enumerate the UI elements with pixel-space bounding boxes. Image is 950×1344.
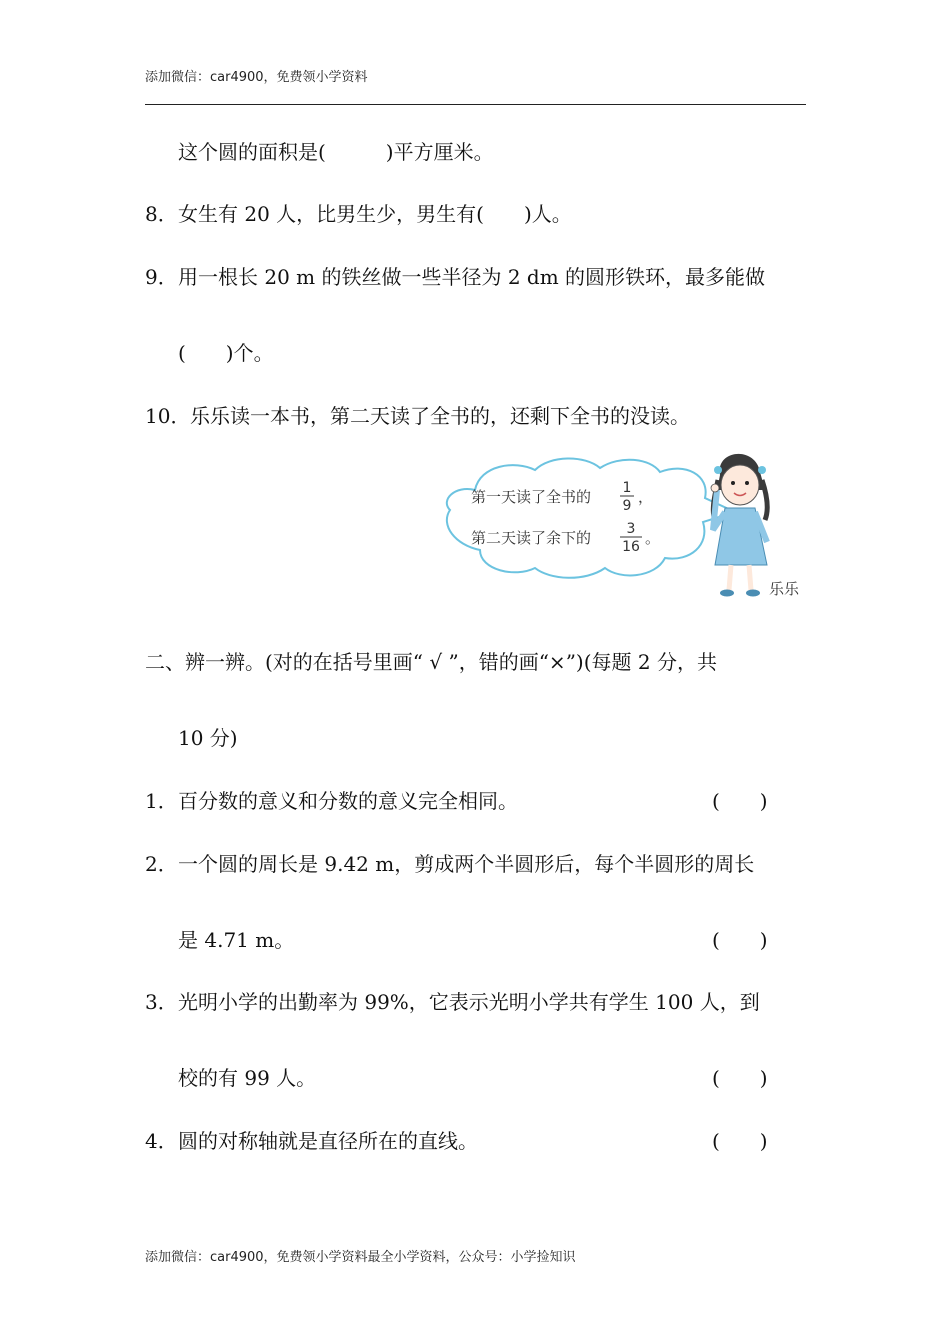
- page-footer: 添加微信：car4900，免费领小学资料最全小学资料，公众号：小学捡知识: [145, 1250, 576, 1265]
- item3-text: 光明小学的出勤率为 99%，它表示光明小学共有学生 100 人，到: [178, 990, 760, 1014]
- item4-answer-blank[interactable]: ( ): [712, 1129, 768, 1153]
- bubble-frac2-num: 3: [626, 521, 636, 537]
- item2-continuation: 是 4.71 m。: [178, 928, 295, 952]
- item4-number: 4．: [145, 1129, 178, 1153]
- item1-number: 1．: [145, 789, 178, 813]
- q10-text: 乐乐读一本书，第二天读了全书的，还剩下全书的没读。: [190, 404, 690, 428]
- bubble-frac1-den: 9: [622, 498, 632, 514]
- bubble-line2: 第二天读了余下的: [471, 529, 592, 547]
- page-header: 添加微信：car4900，免费领小学资料: [145, 70, 368, 85]
- item1-answer-blank[interactable]: ( ): [712, 789, 768, 813]
- bubble-line1-tail: ，: [638, 488, 654, 506]
- q7-continuation: 这个圆的面积是( )平方厘米。: [178, 140, 494, 164]
- speech-bubble: [447, 458, 735, 577]
- item3-number: 3．: [145, 990, 178, 1014]
- q9-continuation: ( )个。: [178, 341, 274, 365]
- item3-continuation: 校的有 99 人。: [178, 1066, 317, 1090]
- section2-title: 二、辨一辨。(对的在括号里画“ √ ”，错的画“×”)(每题 2 分，共: [145, 650, 717, 674]
- q9-number: 9．: [145, 265, 178, 289]
- item2-answer-blank[interactable]: ( ): [712, 928, 768, 952]
- header-rule: [145, 104, 806, 105]
- item1-text: 百分数的意义和分数的意义完全相同。: [178, 789, 518, 813]
- item4-text: 圆的对称轴就是直径所在的直线。: [178, 1129, 478, 1153]
- girl-illustration: [711, 454, 767, 597]
- item2-text: 一个圆的周长是 9.42 m，剪成两个半圆形后，每个半圆形的周长: [178, 852, 755, 876]
- item2-number: 2．: [145, 852, 178, 876]
- section2-title-cont: 10 分): [178, 726, 238, 750]
- q8-text: 女生有 20 人，比男生少，男生有( )人。: [178, 202, 572, 226]
- q9-text: 用一根长 20 m 的铁丝做一些半径为 2 dm 的圆形铁环，最多能做: [178, 265, 766, 289]
- q10-number: 10．: [145, 404, 191, 428]
- item3-answer-blank[interactable]: ( ): [712, 1066, 768, 1090]
- bubble-line1: 第一天读了全书的: [471, 488, 592, 506]
- speech-illustration: [435, 450, 815, 610]
- girl-name-label: 乐乐: [769, 580, 800, 598]
- bubble-line2-tail: 。: [645, 529, 661, 547]
- bubble-frac1-num: 1: [622, 480, 632, 496]
- q8-number: 8．: [145, 202, 178, 226]
- bubble-frac2-den: 16: [622, 539, 640, 555]
